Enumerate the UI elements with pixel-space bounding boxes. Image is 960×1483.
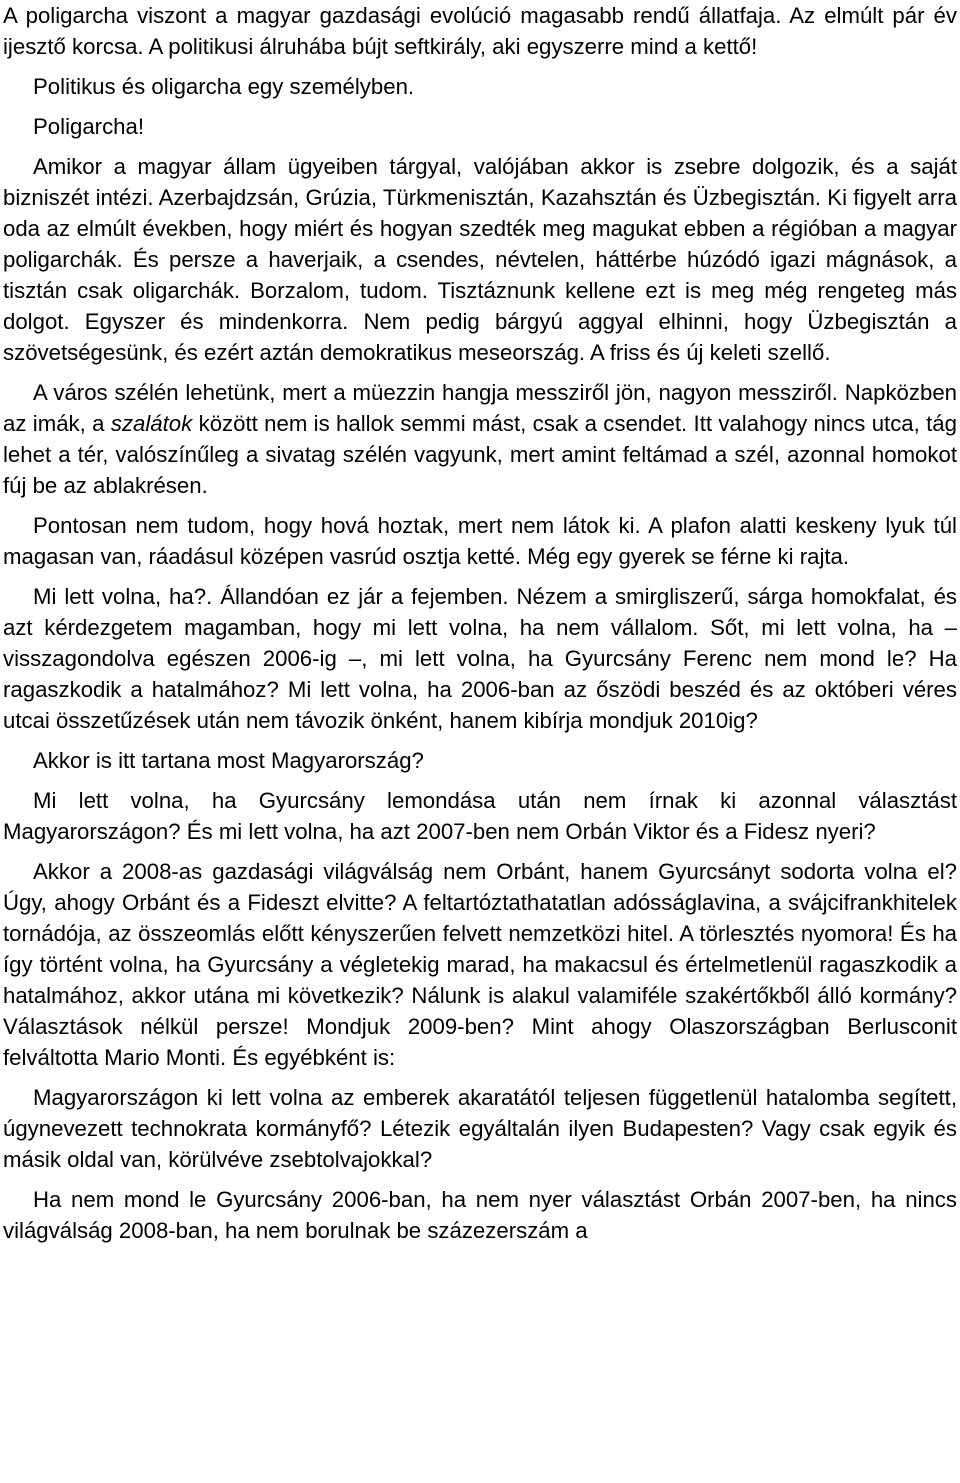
paragraph-6: Pontosan nem tudom, hogy hová hoztak, mert nem látok ki. A plafon alatti keskeny lyuk túl magasan van, ráadásul középen vasrúd osztja ketté. Még egy gyerek se férne ki rajta.	[3, 513, 957, 569]
paragraph-5-text-a: A város szélén lehetünk, mert a müezzin hangja messziről jön, nagyon messziről. Napközben az imák, a	[3, 380, 957, 436]
paragraph-5-text-b: között nem is hallok semmi mást, csak a csendet. Itt valahogy nincs utca, tág lehet a tér, valószínűleg a sivatag szélén vagyunk, mert amint feltámad a szél, azonnal homokot fúj be az ablakrésen.	[3, 411, 957, 498]
paragraph-12: Ha nem mond le Gyurcsány 2006-ban, ha nem nyer választást Orbán 2007-ben, ha nincs világválság 2008-ban, ha nem borulnak be százezerszám a	[3, 1187, 957, 1243]
paragraph-1: A poligarcha viszont a magyar gazdasági evolúció magasabb rendű állatfaja. Az elmúlt pár év ijesztő korcsa. A politikusi álruhába bújt seftkirály, aki egyszerre mind a kettő!	[3, 3, 957, 59]
paragraph-2: Politikus és oligarcha egy személyben.	[33, 74, 415, 99]
paragraph-5-italic-word: szalátok	[110, 411, 193, 436]
paragraph-9: Mi lett volna, ha Gyurcsány lemondása után nem írnak ki azonnal választást Magyarországon? És mi lett volna, ha azt 2007-ben nem Orbán Viktor és a Fidesz nyeri?	[3, 788, 957, 844]
paragraph-8: Akkor is itt tartana most Magyarország?	[33, 748, 424, 773]
paragraph-7: Mi lett volna, ha?. Állandóan ez jár a fejemben. Nézem a smirgliszerű, sárga homokfalat, és azt kérdezgetem magamban, hogy mi lett volna, ha nem vállalom. Sőt, mi lett volna, ha – visszagondolva egészen 2006-ig –, mi lett volna, ha Gyurcsány Ferenc nem mond le? Ha ragaszkodik a hatalmához? Mi lett volna, ha 2006-ban az őszödi beszéd és az októberi véres utcai összetűzések után nem távozik önként, hanem kibírja mondjuk 2010ig?	[3, 584, 957, 733]
paragraph-10: Akkor a 2008-as gazdasági világválság nem Orbánt, hanem Gyurcsányt sodorta volna el? Úgy, ahogy Orbánt és a Fideszt elvitte? A feltartóztathatatlan adósságlavina, a svájcifrankhitelek tornádója, az összeomlás előtt kényszerűen felvett nemzetközi hitel. A törlesztés nyomora! És ha így történt volna, ha Gyurcsány a végletekig marad, ha makacsul és értelmetlenül ragaszkodik a hatalmához, akkor utána mi következik? Nálunk is alakul valamiféle szakértőkből álló kormány? Választások nélkül persze! Mondjuk 2009-ben? Mint ahogy Olaszországban Berlusconit felváltotta Mario Monti. És egyébként is:	[3, 859, 957, 1070]
paragraph-3: Poligarcha!	[33, 114, 145, 139]
document-body	[3, 0, 957, 1255]
paragraph-4: Amikor a magyar állam ügyeiben tárgyal, valójában akkor is zsebre dolgozik, és a saját bizniszét intézi. Azerbajdzsán, Grúzia, Türkmenisztán, Kazahsztán és Üzbegisztán. Ki figyelt arra oda az elmúlt években, hogy miért és hogyan szedték meg magukat ebben a régióban a magyar poligarchák. És persze a haverjaik, a csendes, névtelen, háttérbe húzódó igazi mágnások, a tisztán csak oligarchák. Borzalom, tudom. Tisztáznunk kellene ezt is meg még rengeteg más dolgot. Egyszer és mindenkorra. Nem pedig bárgyú aggyal elhinni, hogy Üzbegisztán a szövetségesünk, és ezért aztán demokratikus meseország. A friss és új keleti szellő.	[3, 154, 957, 365]
paragraph-5	[3, 377, 957, 501]
paragraph-11: Magyarországon ki lett volna az emberek akaratától teljesen függetlenül hatalomba segített, úgynevezett technokrata kormányfő? Létezik egyáltalán ilyen Budapesten? Vagy csak egyik és másik oldal van, körülvéve zsebtolvajokkal?	[3, 1085, 957, 1172]
